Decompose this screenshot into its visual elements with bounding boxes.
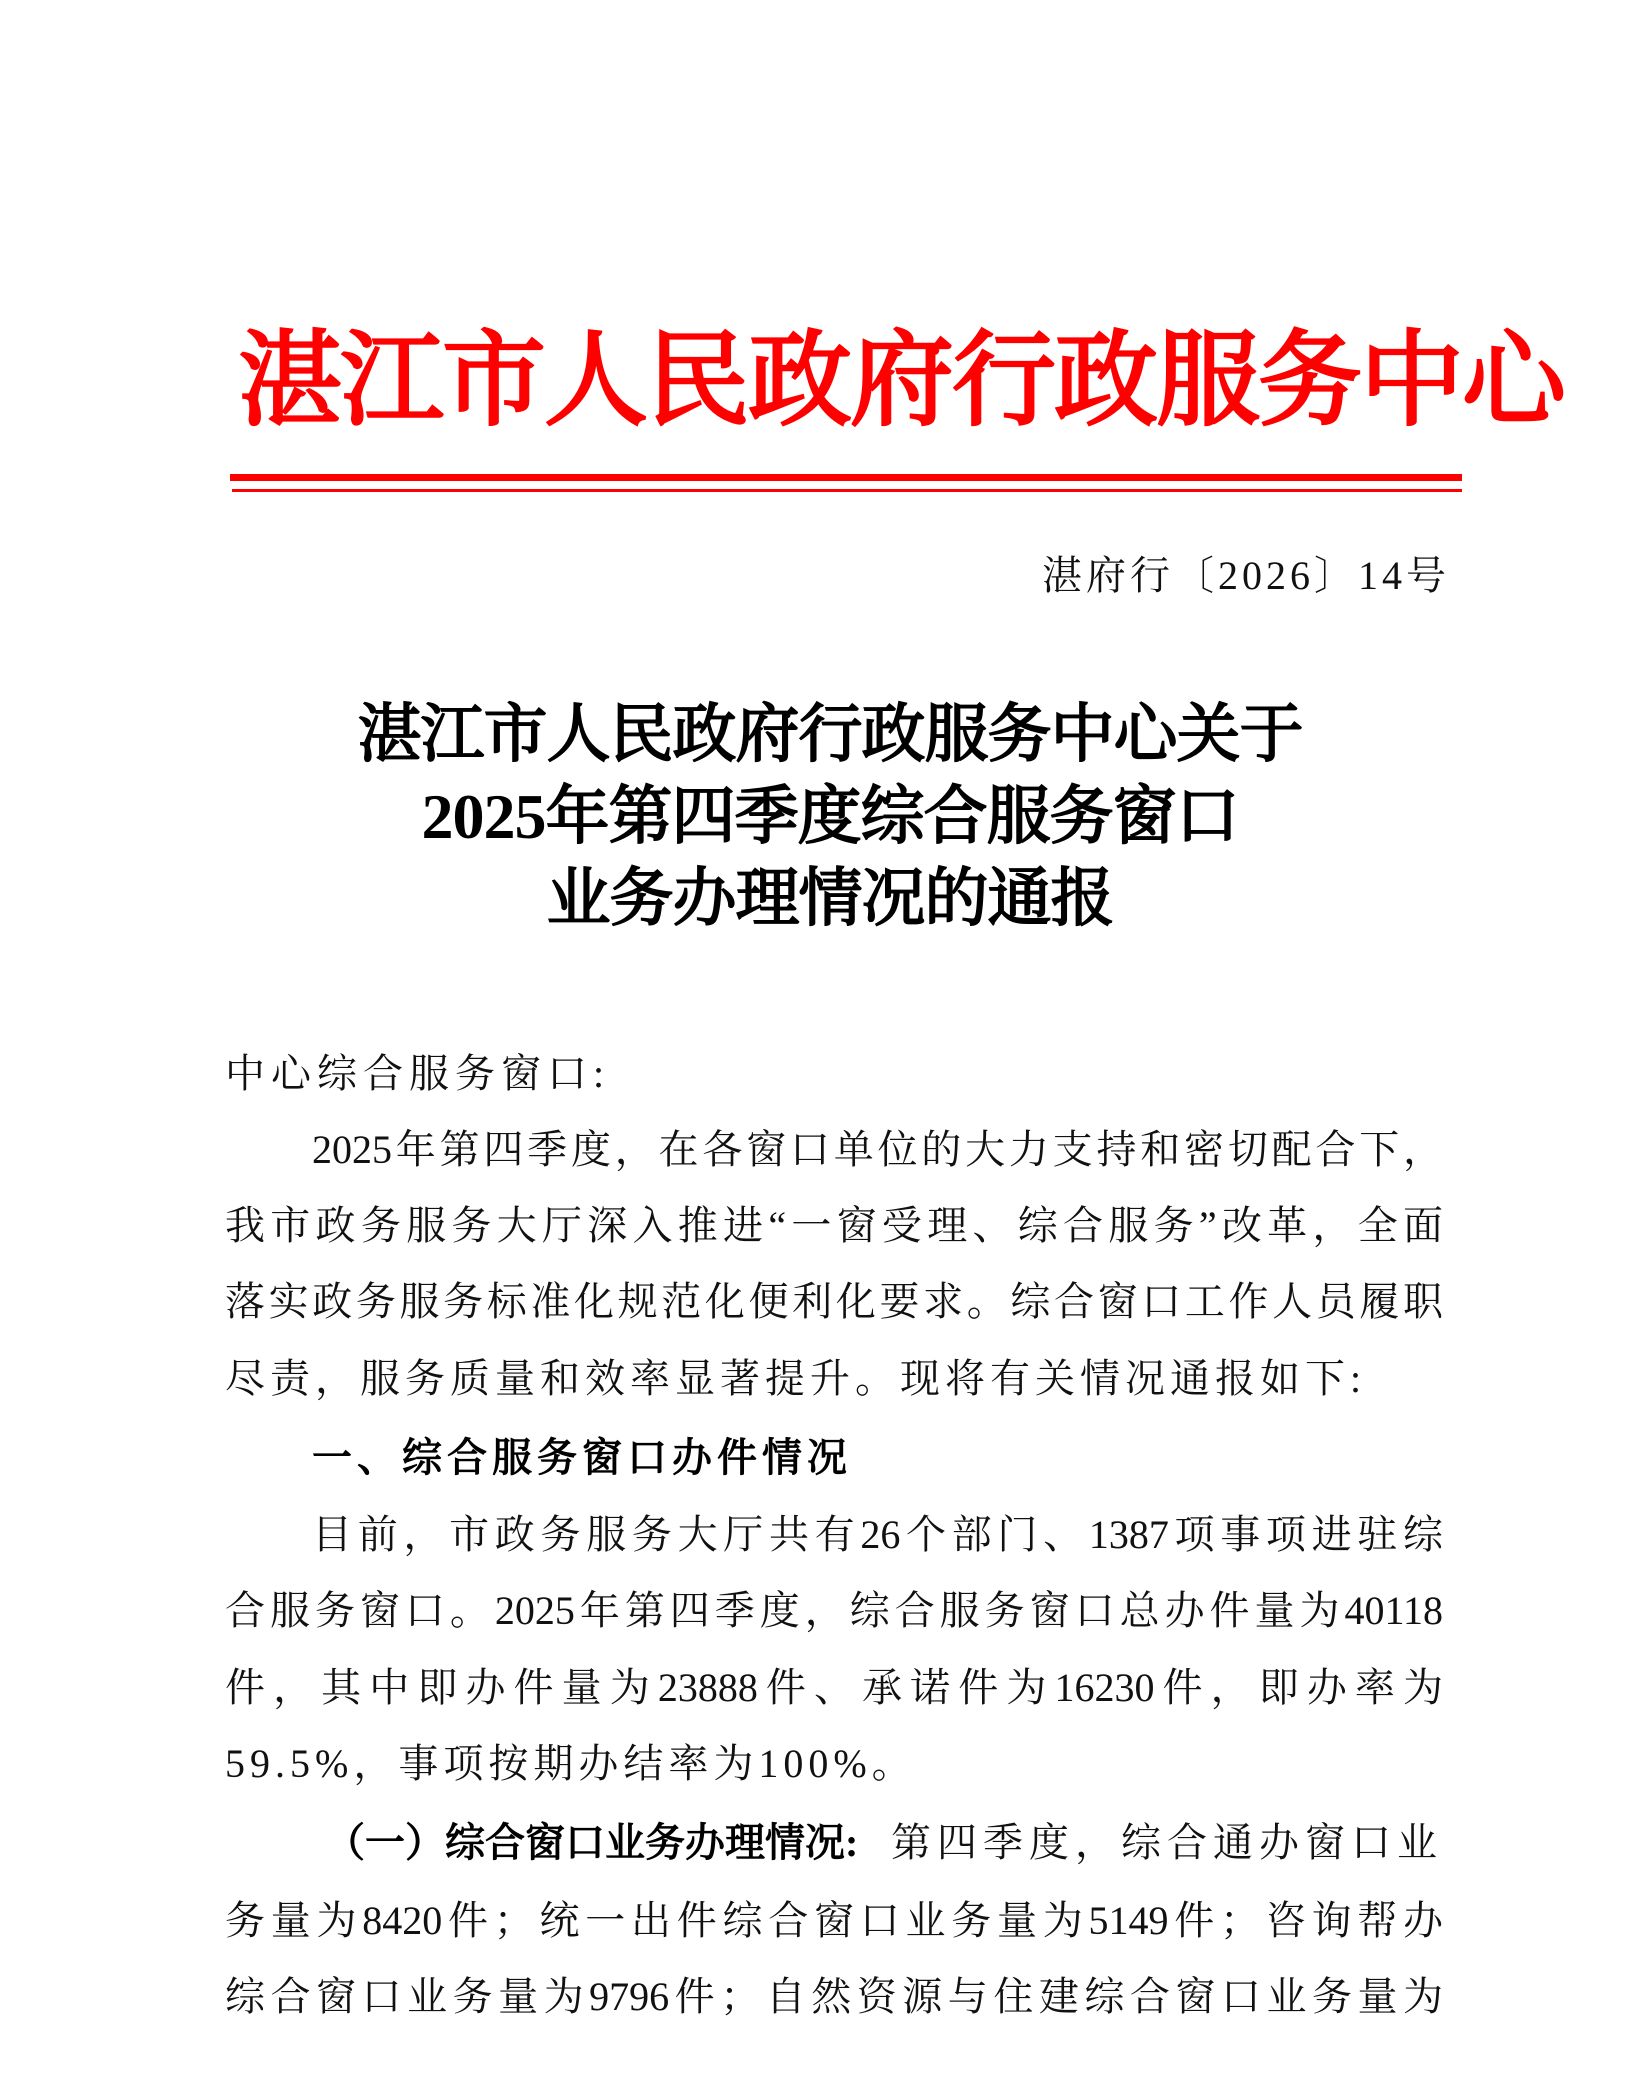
subsection-1-first-line-text: 第四季度，综合通办窗口业	[891, 1820, 1443, 1865]
section-1-line-3: 件，其中即办件量为23888件、承诺件为16230件，即办率为	[225, 1665, 1443, 1710]
subsection-1-heading: （一）综合窗口业务办理情况:	[325, 1820, 859, 1865]
subsection-1-first-line	[325, 1815, 1443, 1871]
subsection-1-line-2: 务量为8420件；统一出件综合窗口业务量为5149件；咨询帮办	[225, 1898, 1443, 1943]
intro-line-1: 2025年第四季度，在各窗口单位的大力支持和密切配合下，	[312, 1127, 1443, 1172]
intro-line-4: 尽责，服务质量和效率显著提升。现将有关情况通报如下:	[225, 1356, 1367, 1401]
section-1-line-4: 59.5%，事项按期办结率为100%。	[225, 1741, 917, 1786]
salutation: 中心综合服务窗口:	[225, 1051, 611, 1096]
subsection-1-line-3: 综合窗口业务量为9796件；自然资源与住建综合窗口业务量为	[225, 1974, 1443, 2019]
section-1-line-2: 合服务窗口。2025年第四季度，综合服务窗口总办件量为40118	[225, 1588, 1443, 1633]
document-title-line-3: 业务办理情况的通报	[546, 863, 1114, 934]
document-number: 湛府行〔2026〕14号	[1042, 553, 1450, 598]
section-1-heading: 一、综合服务窗口办件情况	[312, 1435, 852, 1480]
document-title-line-2: 2025年第四季度综合服务窗口	[421, 781, 1239, 852]
masthead-thick-rule	[230, 474, 1462, 481]
masthead-organization: 湛江市人民政府行政服务中心	[238, 324, 1565, 439]
intro-line-3: 落实政务服务标准化规范化便利化要求。综合窗口工作人员履职	[225, 1279, 1443, 1324]
intro-line-2: 我市政务服务大厅深入推进“一窗受理、综合服务”改革，全面	[225, 1203, 1443, 1248]
document-title-line-1: 湛江市人民政府行政服务中心关于	[357, 699, 1303, 770]
masthead-thin-rule	[232, 489, 1462, 492]
section-1-line-1: 目前，市政务服务大厅共有26个部门、1387项事项进驻综	[312, 1512, 1443, 1557]
